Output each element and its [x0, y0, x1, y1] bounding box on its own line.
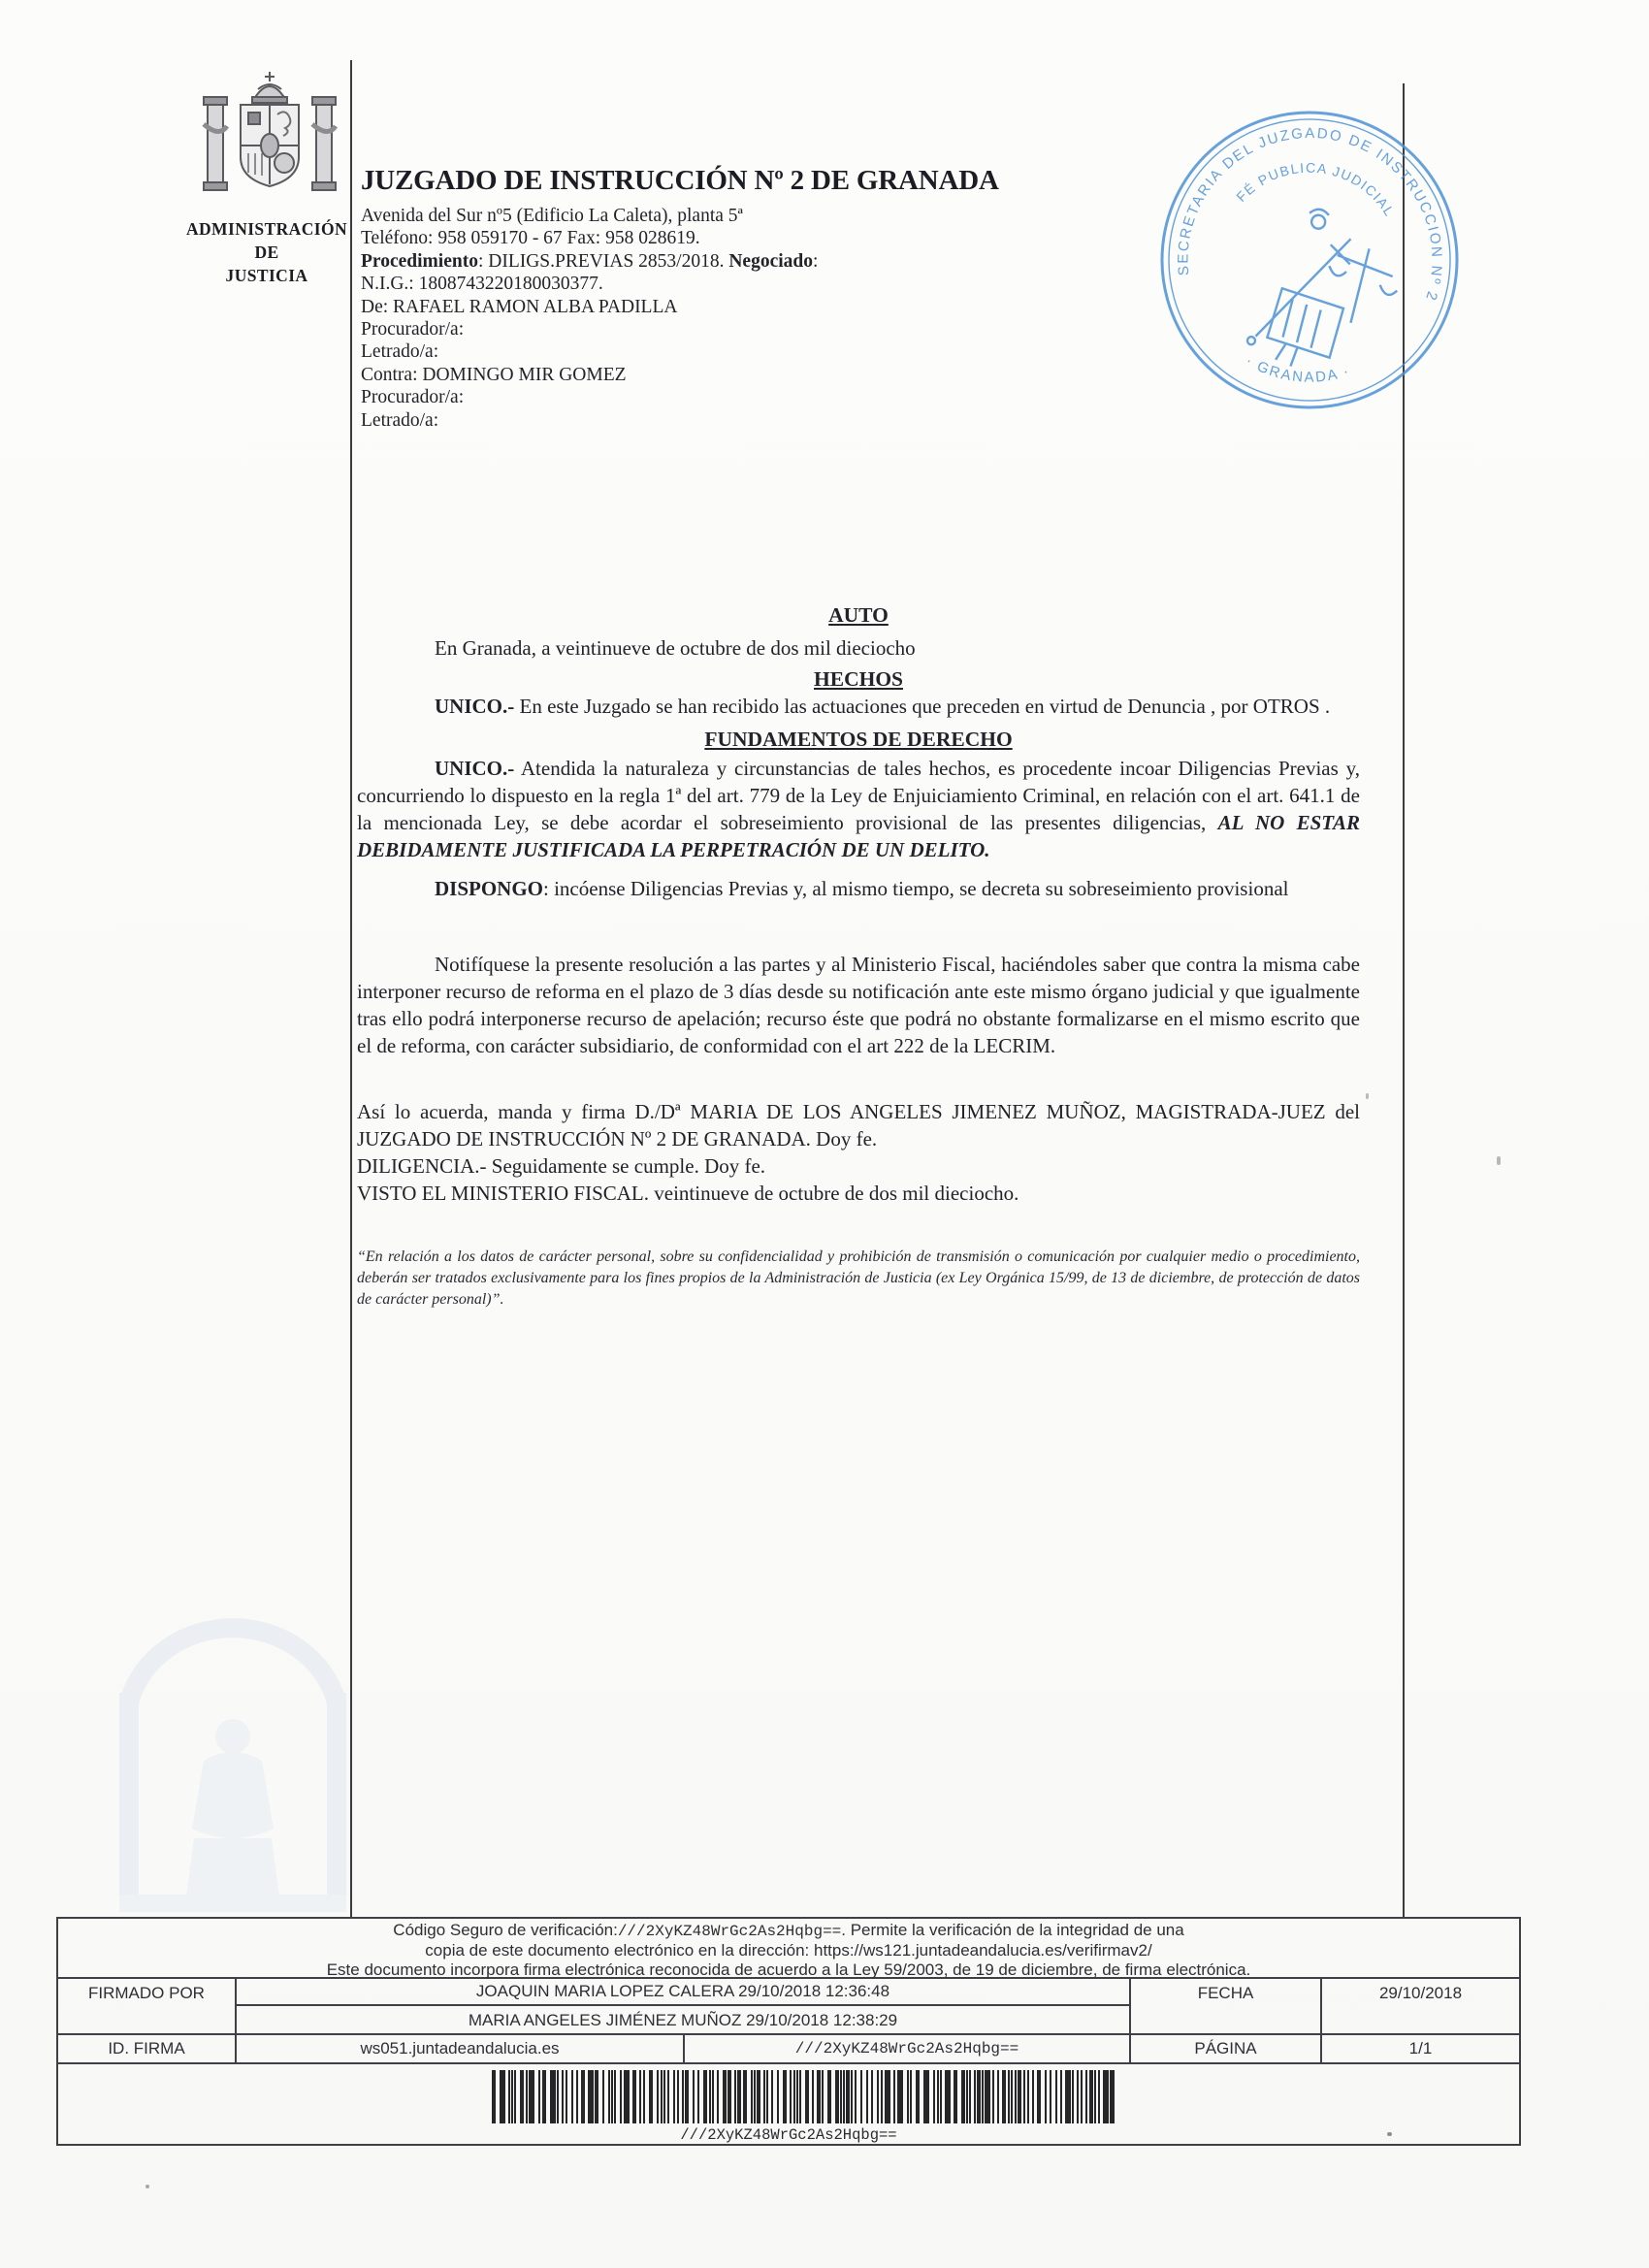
- fecha-label-cell: [1129, 1979, 1320, 2033]
- csv-suffix: . Permite la verificación de la integridad de una: [841, 1921, 1184, 1939]
- id-firma-value-cell: ws051.juntadeandalucia.es: [237, 2033, 683, 2062]
- svg-text:· GRANADA ·: [1242, 352, 1354, 391]
- auto-heading-text: AUTO: [828, 603, 889, 627]
- court-address: Avenida del Sur nº5 (Edificio La Caleta), planta 5ª: [361, 206, 743, 226]
- firmado-por-label-cell: [58, 1979, 237, 2033]
- barcode-caption: ///2XyKZ48WrGc2As2Hqbg==: [680, 2126, 897, 2144]
- court-title: JUZGADO DE INSTRUCCIÓN Nº 2 DE GRANADA: [361, 165, 999, 196]
- signer-2-cell: MARIA ANGELES JIMÉNEZ MUÑOZ 29/10/2018 12:38:29: [468, 2011, 898, 2029]
- fundamentos-heading: [357, 726, 1360, 753]
- pagina-label-cell: PÁGINA: [1129, 2033, 1320, 2062]
- id-firma-code-cell: ///2XyKZ48WrGc2As2Hqbg==: [683, 2033, 1129, 2062]
- hechos-heading: [357, 665, 1360, 693]
- signer-1-cell: JOAQUIN MARIA LOPEZ CALERA 29/10/2018 12:36:48: [237, 1979, 1129, 2006]
- stamp-bottom-text: · GRANADA ·: [1243, 352, 1353, 386]
- scan-artifact: [146, 2185, 149, 2188]
- fecha-value: 29/10/2018: [1378, 1984, 1463, 2002]
- stamp-emblem-icon: [1245, 204, 1405, 377]
- procedimiento-value: : DILIGS.PREVIAS 2853/2018.: [477, 250, 729, 272]
- dispongo-paragraph: [357, 875, 1360, 902]
- csv-code: ///2XyKZ48WrGc2As2Hqbg==: [617, 1923, 842, 1940]
- csv-line-3: Este documento incorpora firma electrónica reconocida de acuerdo a la Ley 59/2003, de 19 de diciembre, de firma electrónica.: [326, 1960, 1251, 1979]
- court-stamp-seal: [1149, 97, 1470, 425]
- csv-line-1: [58, 1921, 1519, 1941]
- notifiquese-paragraph: Notifíquese la presente resolución a las partes y al Ministerio Fiscal, haciéndoles saber que contra la misma cabe interponer recurso de reforma en el plazo de 3 días desde su notificación ante este mismo órgano judicial y que igualmente tras ello podrá interponerse recurso de apelación; recurso éste que podrá no obstante formalizarse en el mismo escrito que el de reforma, con carácter subsidiario, de conformidad con el art 222 de la LECRIM.: [357, 953, 1360, 1057]
- hechos-heading-text: HECHOS: [814, 667, 903, 691]
- letrado-line-2: Letrado/a:: [361, 409, 439, 431]
- scan-artifact: [1387, 2132, 1392, 2136]
- visto-line: VISTO EL MINISTERIO FISCAL. veintinueve de octubre de dos mil dieciocho.: [357, 1182, 1019, 1205]
- auto-heading: [357, 601, 1360, 629]
- negociado-label: Negociado: [728, 250, 813, 272]
- stamp-inner-text: FÉ PUBLICA JUDICIAL: [1233, 159, 1399, 220]
- dispongo-label: DISPONGO: [435, 877, 544, 900]
- dispongo-text: : incóense Diligencias Previas y, al mismo tiempo, se decreta su sobreseimiento provisional: [543, 877, 1289, 900]
- procedimiento-label: Procedimiento: [361, 250, 478, 272]
- csv-header-block: [58, 1919, 1519, 1979]
- barcode: [492, 2070, 1115, 2123]
- negociado-value: :: [813, 250, 819, 272]
- csv-prefix: Código Seguro de verificación:: [393, 1921, 618, 1939]
- barcode-bars-icon: [492, 2070, 1115, 2123]
- nig-line: N.I.G.: 1808743220180030377.: [361, 274, 603, 295]
- pagina-value-cell: 1/1: [1320, 2033, 1519, 2062]
- contra-line: Contra: DOMINGO MIR GOMEZ: [361, 364, 627, 385]
- scan-artifact: [1366, 1093, 1369, 1099]
- fundamentos-ordinal: UNICO.-: [435, 757, 515, 780]
- coat-of-arms-spain-icon: [190, 68, 349, 213]
- administracion-de-justicia-label: [155, 217, 378, 287]
- fecha-label: FECHA: [1197, 1984, 1254, 2002]
- barcode-zone: [58, 2062, 1519, 2146]
- fundamentos-text: Atendida la naturaleza y circunstancias de tales hechos, es procedente incoar Diligencias Previas y, concurriendo lo dispuesto en la regla 1ª del art. 779 de la Ley de Enjuiciamiento Criminal, en relación con el art. 641.1 de la mencionada Ley, se debe acordar el sobreseimiento provisional de las presentes diligencias,: [357, 757, 1360, 834]
- firmado-por-label: FIRMADO POR: [88, 1984, 205, 2002]
- fundamentos-emphasis: AL NO ESTAR DEBIDAMENTE JUSTIFICADA LA PERPETRACIÓN DE UN DELITO.: [357, 811, 1360, 861]
- document-body: [357, 601, 1360, 1311]
- asi-lo-acuerda-paragraph: Así lo acuerda, manda y firma D./Dª MARIA DE LOS ANGELES JIMENEZ MUÑOZ, MAGISTRADA-JUEZ del JUZGADO DE INSTRUCCIÓN Nº 2 DE GRANADA. Doy fe.: [357, 1100, 1360, 1150]
- procurador-line-2: Procurador/a:: [361, 387, 465, 408]
- admin-line2: DE: [254, 243, 279, 262]
- scan-artifact: [1497, 1156, 1501, 1165]
- fundamentos-paragraph: [357, 755, 1360, 863]
- letrado-line-1: Letrado/a:: [361, 341, 439, 363]
- diligencia-line: DILIGENCIA.- Seguidamente se cumple. Doy fe.: [357, 1154, 766, 1178]
- date-line: En Granada, a veintinueve de octubre de dos mil dieciocho: [435, 636, 916, 660]
- court-phone-fax: Teléfono: 958 059170 - 67 Fax: 958 028619.: [361, 228, 700, 249]
- csv-line-2: copia de este documento electrónico en la dirección: https://ws121.juntadeandalucia.es/verifirmav2/: [425, 1941, 1152, 1960]
- stamp-outer-text: SECRETARIA DEL JUZGADO DE INSTRUCCION Nº 2: [1175, 125, 1445, 305]
- admin-line1: ADMINISTRACIÓN: [185, 219, 348, 239]
- hechos-ordinal: UNICO.-: [435, 695, 515, 718]
- fundamentos-heading-text: FUNDAMENTOS DE DERECHO: [704, 728, 1013, 751]
- data-protection-disclaimer: “En relación a los datos de carácter personal, sobre su confidencialidad y prohibición de transmisión o comunicación por cualquier medio o procedimiento, deberán ser tratados exclusivamente para los fines propios de la Administración de Justicia (ex Ley Orgánica 15/99, de 13 de diciembre, de protección de datos de carácter personal)”.: [357, 1248, 1360, 1308]
- hechos-text: En este Juzgado se han recibido las actuaciones que preceden en virtud de Denuncia , por OTROS .: [514, 695, 1331, 718]
- de-line: De: RAFAEL RAMON ALBA PADILLA: [361, 296, 678, 317]
- watermark-junta-andalucia-icon: [102, 1508, 364, 1926]
- fecha-value-cell: [1320, 1979, 1519, 2033]
- verification-footer-table: [56, 1917, 1521, 2146]
- procurador-line-1: Procurador/a:: [361, 319, 465, 340]
- hechos-paragraph: [357, 693, 1360, 720]
- admin-line3: JUSTICIA: [225, 266, 308, 285]
- id-firma-label-cell: ID. FIRMA: [58, 2033, 237, 2062]
